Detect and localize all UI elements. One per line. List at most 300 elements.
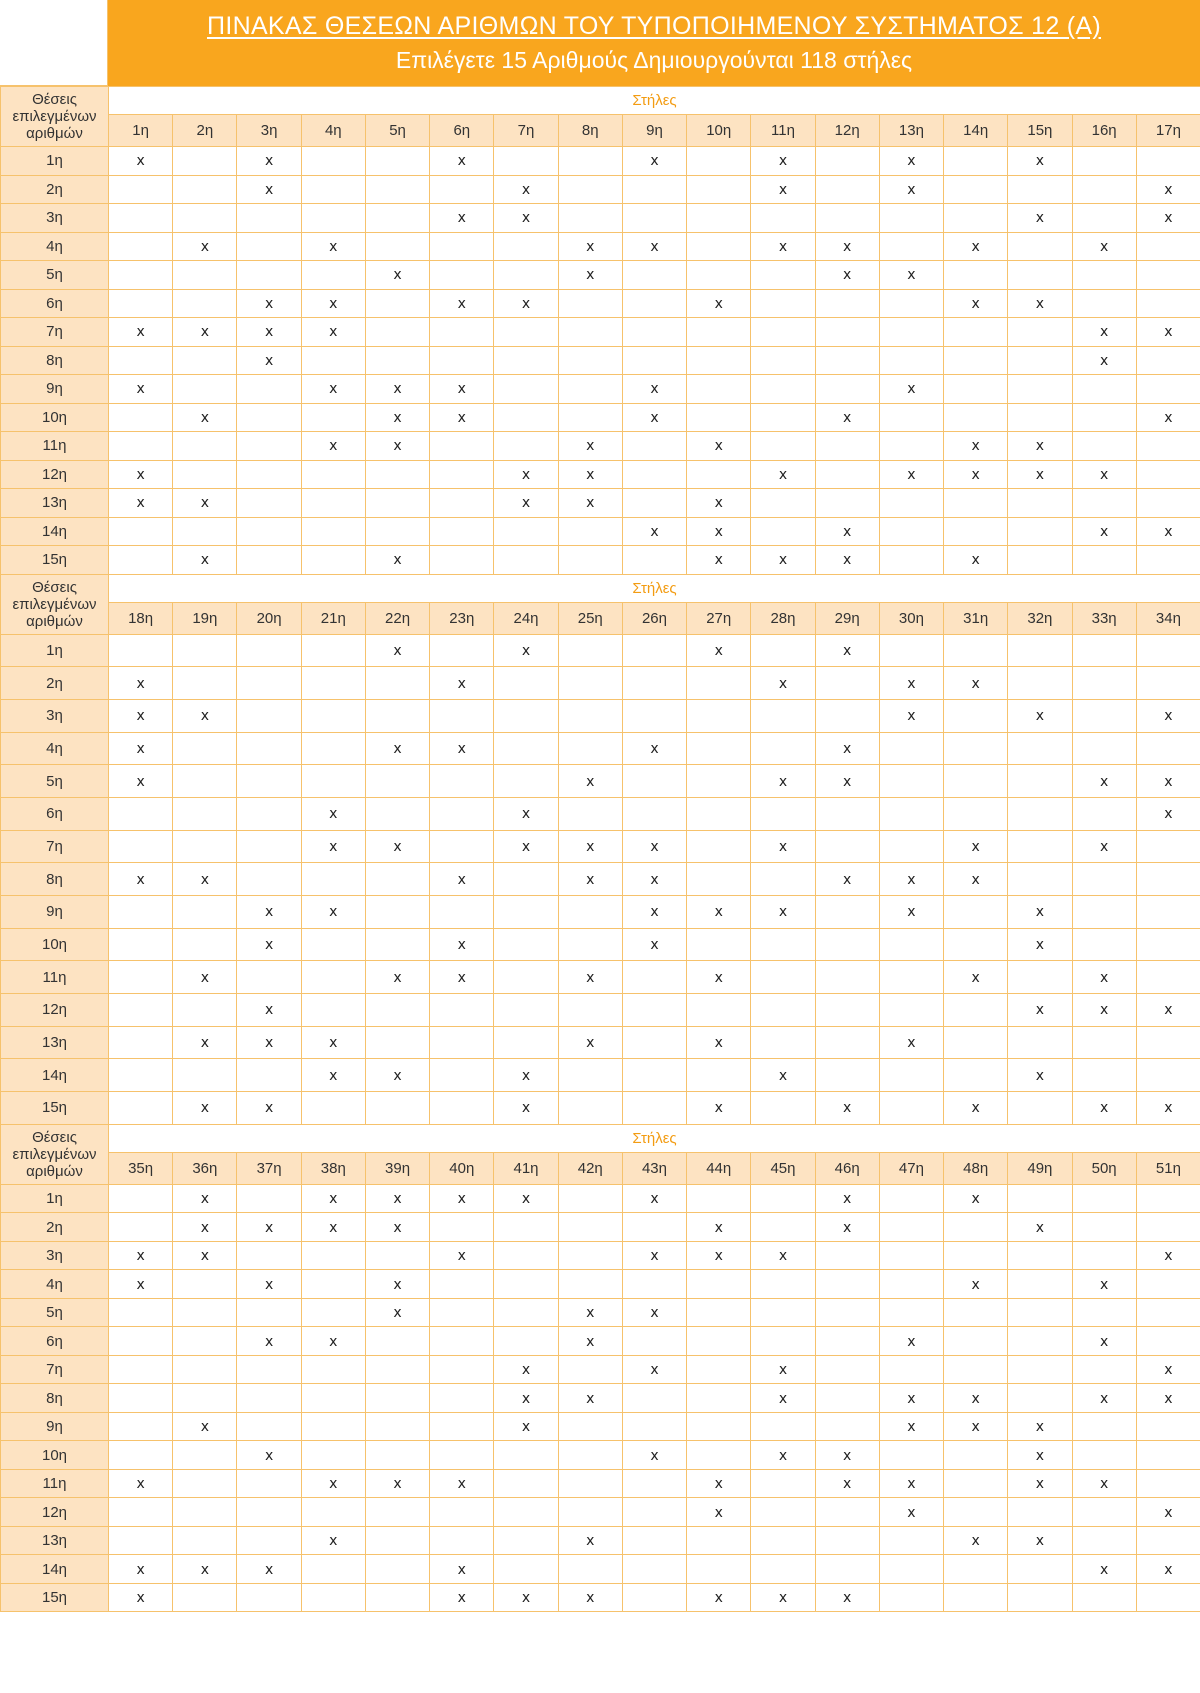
cell bbox=[751, 1526, 815, 1555]
cell bbox=[751, 928, 815, 961]
table-row bbox=[1, 318, 1200, 347]
mark-x: x bbox=[457, 1476, 466, 1493]
mark-x: x bbox=[329, 295, 338, 312]
cell bbox=[109, 1327, 173, 1356]
row-label: 2η bbox=[1, 667, 109, 700]
cell bbox=[173, 1441, 237, 1470]
mark-x: x bbox=[714, 1590, 723, 1607]
cell bbox=[879, 896, 943, 929]
cell bbox=[815, 1184, 879, 1213]
cell bbox=[430, 797, 494, 830]
mark-x: x bbox=[586, 495, 595, 512]
cell bbox=[301, 261, 365, 290]
cell bbox=[751, 318, 815, 347]
cell bbox=[879, 1355, 943, 1384]
mark-x: x bbox=[843, 1100, 852, 1117]
cell bbox=[751, 1213, 815, 1242]
mark-x: x bbox=[1099, 1476, 1109, 1493]
mark-x: x bbox=[714, 495, 723, 512]
cell bbox=[1136, 863, 1200, 896]
cell bbox=[430, 1059, 494, 1092]
cell bbox=[687, 460, 751, 489]
mark-x: x bbox=[136, 153, 145, 170]
row-label: 15η bbox=[1, 546, 109, 575]
mark-x: x bbox=[200, 409, 209, 426]
cell bbox=[622, 732, 686, 765]
cell bbox=[1008, 175, 1072, 204]
cell bbox=[430, 346, 494, 375]
cell bbox=[687, 147, 751, 176]
column-number: 18η bbox=[109, 602, 173, 634]
mark-x: x bbox=[843, 1590, 852, 1607]
mark-x: x bbox=[200, 1219, 209, 1236]
cell bbox=[301, 1526, 365, 1555]
cell bbox=[558, 318, 622, 347]
cell bbox=[1136, 1059, 1200, 1092]
cell bbox=[173, 147, 237, 176]
mark-x: x bbox=[1099, 238, 1109, 255]
column-number: 12η bbox=[815, 115, 879, 147]
mark-x: x bbox=[1164, 1561, 1173, 1578]
cell bbox=[173, 928, 237, 961]
cell bbox=[1136, 1384, 1200, 1413]
mark-x: x bbox=[329, 838, 338, 855]
cell bbox=[944, 1184, 1008, 1213]
mark-x: x bbox=[264, 937, 274, 954]
row-label: 15η bbox=[1, 1092, 109, 1125]
cell bbox=[1072, 1412, 1136, 1441]
cell bbox=[430, 489, 494, 518]
cell bbox=[879, 732, 943, 765]
row-label: 7η bbox=[1, 318, 109, 347]
cell bbox=[879, 403, 943, 432]
cell bbox=[751, 732, 815, 765]
cell bbox=[365, 1270, 429, 1299]
cell bbox=[237, 667, 301, 700]
cell bbox=[430, 994, 494, 1027]
mark-x: x bbox=[586, 1035, 595, 1052]
cell bbox=[944, 1412, 1008, 1441]
cell bbox=[558, 204, 622, 233]
mark-x: x bbox=[843, 1191, 852, 1208]
cell bbox=[944, 830, 1008, 863]
cell bbox=[430, 375, 494, 404]
mark-x: x bbox=[1035, 210, 1045, 227]
cell bbox=[109, 546, 173, 575]
cell bbox=[430, 1583, 494, 1612]
row-label: 5η bbox=[1, 1298, 109, 1327]
mark-x: x bbox=[1035, 1002, 1045, 1019]
cell bbox=[173, 204, 237, 233]
table-row bbox=[1, 1498, 1200, 1527]
cell bbox=[1008, 1184, 1072, 1213]
row-label: 8η bbox=[1, 346, 109, 375]
mark-x: x bbox=[778, 675, 788, 692]
cell bbox=[751, 346, 815, 375]
cell bbox=[558, 1412, 622, 1441]
cell bbox=[1008, 1092, 1072, 1125]
column-number: 17η bbox=[1136, 115, 1200, 147]
mark-x: x bbox=[650, 1447, 659, 1464]
cell bbox=[365, 1026, 429, 1059]
cell bbox=[815, 1327, 879, 1356]
mark-x: x bbox=[457, 969, 466, 986]
column-number: 44η bbox=[687, 1152, 751, 1184]
mark-x: x bbox=[586, 1590, 595, 1607]
cell bbox=[365, 1213, 429, 1242]
mark-x: x bbox=[1164, 523, 1173, 540]
cell bbox=[173, 1469, 237, 1498]
cell bbox=[173, 546, 237, 575]
mark-x: x bbox=[393, 838, 402, 855]
cell bbox=[751, 634, 815, 667]
cell bbox=[430, 732, 494, 765]
cell bbox=[815, 830, 879, 863]
cell bbox=[1072, 797, 1136, 830]
mark-x: x bbox=[1035, 1533, 1045, 1550]
cell bbox=[687, 204, 751, 233]
cell bbox=[558, 346, 622, 375]
row-label: 11η bbox=[1, 961, 109, 994]
column-number: 28η bbox=[751, 602, 815, 634]
table-row bbox=[1, 147, 1200, 176]
cell bbox=[1072, 175, 1136, 204]
cell bbox=[879, 147, 943, 176]
cell bbox=[1136, 1241, 1200, 1270]
table-row bbox=[1, 634, 1200, 667]
cell bbox=[237, 232, 301, 261]
cell bbox=[430, 460, 494, 489]
cell bbox=[1072, 1298, 1136, 1327]
cell bbox=[1008, 896, 1072, 929]
cell bbox=[430, 1526, 494, 1555]
cell bbox=[1008, 1583, 1072, 1612]
mark-x: x bbox=[136, 466, 145, 483]
column-number: 41η bbox=[494, 1152, 558, 1184]
mark-x: x bbox=[843, 552, 852, 569]
mark-x: x bbox=[264, 904, 274, 921]
mark-x: x bbox=[843, 238, 852, 255]
cell bbox=[1072, 1441, 1136, 1470]
mark-x: x bbox=[393, 552, 402, 569]
cell bbox=[687, 1059, 751, 1092]
cell bbox=[751, 1270, 815, 1299]
cell bbox=[944, 1441, 1008, 1470]
mark-x: x bbox=[136, 708, 145, 725]
cell bbox=[365, 1412, 429, 1441]
mark-x: x bbox=[200, 871, 209, 888]
cell bbox=[687, 517, 751, 546]
mark-x: x bbox=[586, 871, 595, 888]
cell bbox=[430, 204, 494, 233]
cell bbox=[430, 403, 494, 432]
cell bbox=[622, 1583, 686, 1612]
cell bbox=[815, 961, 879, 994]
mark-x: x bbox=[200, 1035, 209, 1052]
cell bbox=[622, 232, 686, 261]
mark-x: x bbox=[1099, 773, 1109, 790]
cell bbox=[109, 1298, 173, 1327]
cell bbox=[430, 896, 494, 929]
mark-x: x bbox=[907, 871, 916, 888]
table-row bbox=[1, 517, 1200, 546]
table-row bbox=[1, 289, 1200, 318]
cell bbox=[944, 403, 1008, 432]
mark-x: x bbox=[971, 1533, 980, 1550]
mark-x: x bbox=[329, 1533, 338, 1550]
cell bbox=[365, 1555, 429, 1584]
cell bbox=[365, 830, 429, 863]
cell bbox=[751, 797, 815, 830]
cell bbox=[494, 1355, 558, 1384]
cell bbox=[430, 1555, 494, 1584]
cell bbox=[558, 1026, 622, 1059]
mark-x: x bbox=[457, 153, 466, 170]
mark-x: x bbox=[457, 937, 466, 954]
cell bbox=[237, 403, 301, 432]
mark-x: x bbox=[136, 1248, 145, 1265]
cell bbox=[751, 460, 815, 489]
mark-x: x bbox=[971, 871, 980, 888]
table-row bbox=[1, 175, 1200, 204]
mark-x: x bbox=[329, 1191, 338, 1208]
cell bbox=[494, 375, 558, 404]
mark-x: x bbox=[907, 904, 916, 921]
row-label: 2η bbox=[1, 1213, 109, 1242]
cell bbox=[365, 961, 429, 994]
mark-x: x bbox=[136, 381, 145, 398]
cell bbox=[494, 147, 558, 176]
cell bbox=[558, 403, 622, 432]
mark-x: x bbox=[586, 466, 595, 483]
cell bbox=[1008, 517, 1072, 546]
mark-x: x bbox=[1164, 181, 1173, 198]
mark-x: x bbox=[714, 969, 723, 986]
mark-x: x bbox=[971, 1276, 980, 1293]
mark-x: x bbox=[971, 675, 980, 692]
cell bbox=[622, 1469, 686, 1498]
cell bbox=[944, 346, 1008, 375]
cell bbox=[687, 634, 751, 667]
cell bbox=[558, 994, 622, 1027]
cell bbox=[558, 175, 622, 204]
cell bbox=[1008, 1327, 1072, 1356]
cell bbox=[301, 403, 365, 432]
row-label: 3η bbox=[1, 1241, 109, 1270]
columns-label: Στήλες bbox=[109, 1124, 1200, 1152]
mark-x: x bbox=[778, 773, 788, 790]
cell bbox=[622, 1241, 686, 1270]
mark-x: x bbox=[457, 1248, 466, 1265]
cell bbox=[687, 994, 751, 1027]
cell bbox=[1072, 318, 1136, 347]
cell bbox=[1136, 489, 1200, 518]
cell bbox=[109, 765, 173, 798]
cell bbox=[815, 928, 879, 961]
cell bbox=[237, 994, 301, 1027]
cell bbox=[751, 699, 815, 732]
mark-x: x bbox=[1164, 1362, 1173, 1379]
column-number: 51η bbox=[1136, 1152, 1200, 1184]
cell bbox=[558, 232, 622, 261]
cell bbox=[1136, 1270, 1200, 1299]
cell bbox=[1072, 1059, 1136, 1092]
mark-x: x bbox=[200, 1191, 209, 1208]
cell bbox=[1072, 1213, 1136, 1242]
cell bbox=[109, 1213, 173, 1242]
mark-x: x bbox=[971, 438, 980, 455]
cell bbox=[1072, 667, 1136, 700]
mark-x: x bbox=[714, 1100, 723, 1117]
cell bbox=[301, 375, 365, 404]
cell bbox=[1136, 1184, 1200, 1213]
cell bbox=[494, 1298, 558, 1327]
cell bbox=[879, 1184, 943, 1213]
cell bbox=[687, 1441, 751, 1470]
cell bbox=[494, 830, 558, 863]
cell bbox=[109, 1184, 173, 1213]
mark-x: x bbox=[1035, 1219, 1045, 1236]
table-row bbox=[1, 1026, 1200, 1059]
mark-x: x bbox=[136, 1276, 145, 1293]
cell bbox=[1008, 699, 1072, 732]
cell bbox=[173, 863, 237, 896]
cell bbox=[687, 1241, 751, 1270]
cell bbox=[879, 830, 943, 863]
cell bbox=[173, 460, 237, 489]
mark-x: x bbox=[907, 1476, 916, 1493]
cell bbox=[430, 765, 494, 798]
mark-x: x bbox=[521, 466, 531, 483]
mark-x: x bbox=[1099, 1333, 1109, 1350]
cell bbox=[558, 928, 622, 961]
cell bbox=[494, 1184, 558, 1213]
cell bbox=[944, 1092, 1008, 1125]
cell bbox=[751, 517, 815, 546]
cell bbox=[879, 1327, 943, 1356]
cell bbox=[494, 961, 558, 994]
cell bbox=[173, 289, 237, 318]
cell bbox=[494, 1412, 558, 1441]
positions-header: Θέσεις επιλεγμένων αριθμών bbox=[1, 87, 109, 147]
columns-label: Στήλες bbox=[109, 87, 1200, 115]
cell bbox=[173, 1213, 237, 1242]
cell bbox=[751, 896, 815, 929]
cell bbox=[365, 732, 429, 765]
cell bbox=[622, 489, 686, 518]
cell bbox=[365, 289, 429, 318]
cell bbox=[1008, 1213, 1072, 1242]
cell bbox=[494, 1213, 558, 1242]
cell bbox=[751, 1412, 815, 1441]
mark-x: x bbox=[457, 1191, 466, 1208]
cell bbox=[879, 489, 943, 518]
mark-x: x bbox=[264, 1002, 274, 1019]
table-row bbox=[1, 1355, 1200, 1384]
column-number: 3η bbox=[237, 115, 301, 147]
cell bbox=[1072, 1184, 1136, 1213]
cell bbox=[879, 546, 943, 575]
row-label: 6η bbox=[1, 1327, 109, 1356]
cell bbox=[944, 289, 1008, 318]
cell bbox=[365, 1498, 429, 1527]
cell bbox=[622, 204, 686, 233]
cell bbox=[494, 863, 558, 896]
cell bbox=[944, 994, 1008, 1027]
cell bbox=[944, 1355, 1008, 1384]
mark-x: x bbox=[1035, 1419, 1045, 1436]
cell bbox=[622, 830, 686, 863]
mark-x: x bbox=[264, 153, 274, 170]
cell bbox=[494, 1384, 558, 1413]
mark-x: x bbox=[907, 1035, 916, 1052]
cell bbox=[1008, 261, 1072, 290]
mark-x: x bbox=[778, 1447, 788, 1464]
cell bbox=[109, 289, 173, 318]
mark-x: x bbox=[778, 1590, 788, 1607]
cell bbox=[1072, 830, 1136, 863]
mark-x: x bbox=[1099, 352, 1109, 369]
mark-x: x bbox=[521, 1390, 531, 1407]
mark-x: x bbox=[586, 838, 595, 855]
cell bbox=[751, 147, 815, 176]
cell bbox=[687, 346, 751, 375]
mark-x: x bbox=[200, 708, 209, 725]
cell bbox=[944, 1469, 1008, 1498]
cell bbox=[301, 232, 365, 261]
cell bbox=[173, 1270, 237, 1299]
mark-x: x bbox=[393, 1476, 402, 1493]
cell bbox=[751, 1384, 815, 1413]
cell bbox=[109, 961, 173, 994]
table-row bbox=[1, 204, 1200, 233]
cell bbox=[173, 1583, 237, 1612]
column-number: 36η bbox=[173, 1152, 237, 1184]
cell bbox=[237, 1059, 301, 1092]
mark-x: x bbox=[907, 675, 916, 692]
cell bbox=[494, 1498, 558, 1527]
mark-x: x bbox=[200, 1561, 209, 1578]
cell bbox=[944, 175, 1008, 204]
cell bbox=[558, 489, 622, 518]
cell bbox=[622, 1441, 686, 1470]
cell bbox=[558, 1184, 622, 1213]
cell bbox=[494, 546, 558, 575]
cell bbox=[1072, 928, 1136, 961]
cell bbox=[944, 634, 1008, 667]
cell bbox=[237, 346, 301, 375]
cell bbox=[815, 232, 879, 261]
cell bbox=[365, 204, 429, 233]
cell bbox=[494, 1441, 558, 1470]
cell bbox=[494, 928, 558, 961]
mark-x: x bbox=[843, 773, 852, 790]
table-row bbox=[1, 863, 1200, 896]
cell bbox=[237, 175, 301, 204]
cell bbox=[1008, 1526, 1072, 1555]
mark-x: x bbox=[393, 1276, 402, 1293]
cell bbox=[494, 1583, 558, 1612]
cell bbox=[622, 318, 686, 347]
cell bbox=[622, 460, 686, 489]
cell bbox=[365, 1327, 429, 1356]
cell bbox=[815, 1555, 879, 1584]
mark-x: x bbox=[329, 1333, 338, 1350]
cell bbox=[301, 1059, 365, 1092]
cell bbox=[173, 1384, 237, 1413]
cell bbox=[365, 1526, 429, 1555]
cell bbox=[751, 403, 815, 432]
